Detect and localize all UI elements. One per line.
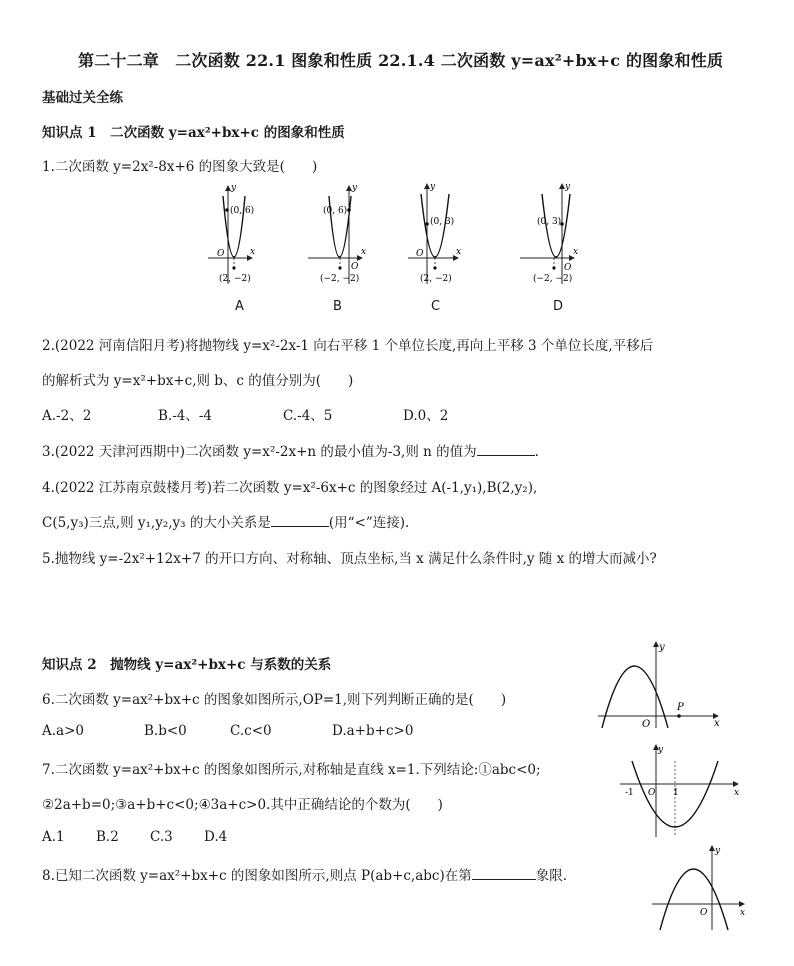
- q7-graph: [618, 743, 744, 839]
- y-axis-label: y: [715, 846, 721, 856]
- x-axis-label: x: [734, 788, 740, 798]
- question-7-line-1: 7.二次函数 y=ax²+bx+c 的图象如图所示,对称轴是直线 x=1.下列结论:①abc<0;: [42, 762, 541, 778]
- q8-graph: [650, 844, 750, 932]
- origin-label: O: [648, 788, 656, 798]
- x-axis-label: x: [714, 718, 720, 729]
- y-axis-label: y: [658, 745, 664, 755]
- question-3-text: 3.(2022 天津河西期中)二次函数 y=x²-2x+n 的最小值为-3,则 n 的值为: [42, 444, 477, 460]
- option-c-label: C: [431, 299, 441, 314]
- point-p-label: P: [677, 702, 684, 713]
- y-axis-label: y: [430, 182, 436, 192]
- question-2-option-d: D.0、2: [403, 408, 449, 424]
- question-3-end: .: [534, 444, 539, 460]
- question-2-line-1: 2.(2022 河南信阳月考)将抛物线 y=x²-2x-1 向右平移 1 个单位长度,再向上平移 3 个单位长度,平移后: [42, 338, 654, 354]
- page-title: 第二十二章 二次函数 22.1 图象和性质 22.1.4 二次函数 y=ax²+bx+c 的图象和性质: [78, 51, 724, 70]
- question-2-option-a: A.-2、2: [42, 408, 92, 424]
- question-4-end: (用“<”连接).: [328, 515, 410, 531]
- option-a-label: A: [235, 299, 244, 314]
- question-2-option-b: B.-4、-4: [158, 408, 213, 424]
- question-8: [42, 864, 567, 884]
- answer-blank[interactable]: [472, 867, 536, 880]
- vertex-label: (−2, −2): [533, 274, 573, 284]
- knowledge-point-1: 知识点 1 二次函数 y=ax²+bx+c 的图象和性质: [42, 125, 345, 141]
- answer-blank[interactable]: [271, 514, 329, 527]
- question-8-end: 象限.: [535, 868, 568, 884]
- q1-graphs: [190, 180, 590, 292]
- knowledge-point-2: 知识点 2 抛物线 y=ax²+bx+c 与系数的关系: [42, 657, 332, 673]
- y-intercept-label: (0, 6): [323, 206, 348, 216]
- origin-label: O: [351, 262, 359, 272]
- question-7-option-d: D.4: [204, 829, 228, 845]
- graph-d: [520, 182, 578, 284]
- q6-graph: [596, 640, 726, 730]
- question-7-option-c: C.3: [150, 829, 173, 845]
- y-axis-label: y: [231, 183, 237, 193]
- vertex-label: (2, −2): [420, 274, 452, 284]
- question-6-option-d: D.a+b+c>0: [332, 723, 414, 739]
- y-axis-label: y: [352, 183, 358, 193]
- graph-c: [408, 182, 461, 284]
- x-axis-label: x: [361, 247, 367, 257]
- origin-label: O: [642, 719, 651, 730]
- origin-label: O: [217, 249, 225, 259]
- y-intercept-label: (0, 3): [537, 217, 562, 227]
- origin-label: O: [416, 249, 424, 259]
- question-6-option-b: B.b<0: [144, 723, 187, 739]
- question-6: 6.二次函数 y=ax²+bx+c 的图象如图所示,OP=1,则下列判断正确的是( ): [42, 692, 507, 708]
- question-2-line-2: 的解析式为 y=x²+bx+c,则 b、c 的值分别为( ): [42, 373, 354, 389]
- answer-blank[interactable]: [477, 443, 535, 456]
- question-7-option-b: B.2: [96, 829, 119, 845]
- origin-label: O: [564, 263, 572, 273]
- question-5: 5.抛物线 y=-2x²+12x+7 的开口方向、对称轴、顶点坐标,当 x 满足什么条件时,y 随 x 的增大而减小?: [42, 551, 657, 567]
- question-7-line-2: ②2a+b=0;③a+b+c<0;④3a+c>0.其中正确结论的个数为( ): [42, 797, 443, 813]
- x-axis-label: x: [740, 908, 746, 918]
- x-axis-label: x: [573, 247, 579, 257]
- question-6-option-a: A.a>0: [42, 723, 84, 739]
- graph-a: [208, 183, 255, 284]
- question-4-line-2: [42, 511, 409, 531]
- question-8-text: 8.已知二次函数 y=ax²+bx+c 的图象如图所示,则点 P(ab+c,abc)在第: [42, 868, 472, 884]
- vertex-label: (−2, −2): [320, 274, 360, 284]
- option-b-label: B: [333, 299, 342, 314]
- option-d-label: D: [553, 299, 564, 314]
- x-axis-label: x: [456, 247, 462, 257]
- question-1: 1.二次函数 y=2x²-8x+6 的图象大致是( ): [42, 159, 318, 175]
- one-label: 1: [673, 788, 679, 798]
- section-heading: 基础过关全练: [42, 90, 123, 106]
- graph-b: [308, 183, 366, 284]
- question-7-option-a: A.1: [42, 829, 65, 845]
- y-axis-label: y: [565, 182, 571, 192]
- y-axis-label: y: [659, 642, 665, 653]
- question-2-option-c: C.-4、5: [283, 408, 333, 424]
- vertex-label: (2, −2): [219, 274, 251, 284]
- y-intercept-label: (0, 3): [430, 217, 455, 227]
- x-axis-label: x: [250, 247, 256, 257]
- question-6-option-c: C.c<0: [230, 723, 272, 739]
- question-3: [42, 440, 539, 460]
- y-intercept-label: (0, 6): [230, 206, 255, 216]
- origin-label: O: [700, 908, 708, 918]
- neg-one-label: -1: [625, 788, 634, 798]
- question-4-line-1: 4.(2022 江苏南京鼓楼月考)若二次函数 y=x²-6x+c 的图象经过 A(-1,y₁),B(2,y₂),: [42, 480, 538, 496]
- question-4-text: C(5,y₃)三点,则 y₁,y₂,y₃ 的大小关系是: [42, 515, 271, 531]
